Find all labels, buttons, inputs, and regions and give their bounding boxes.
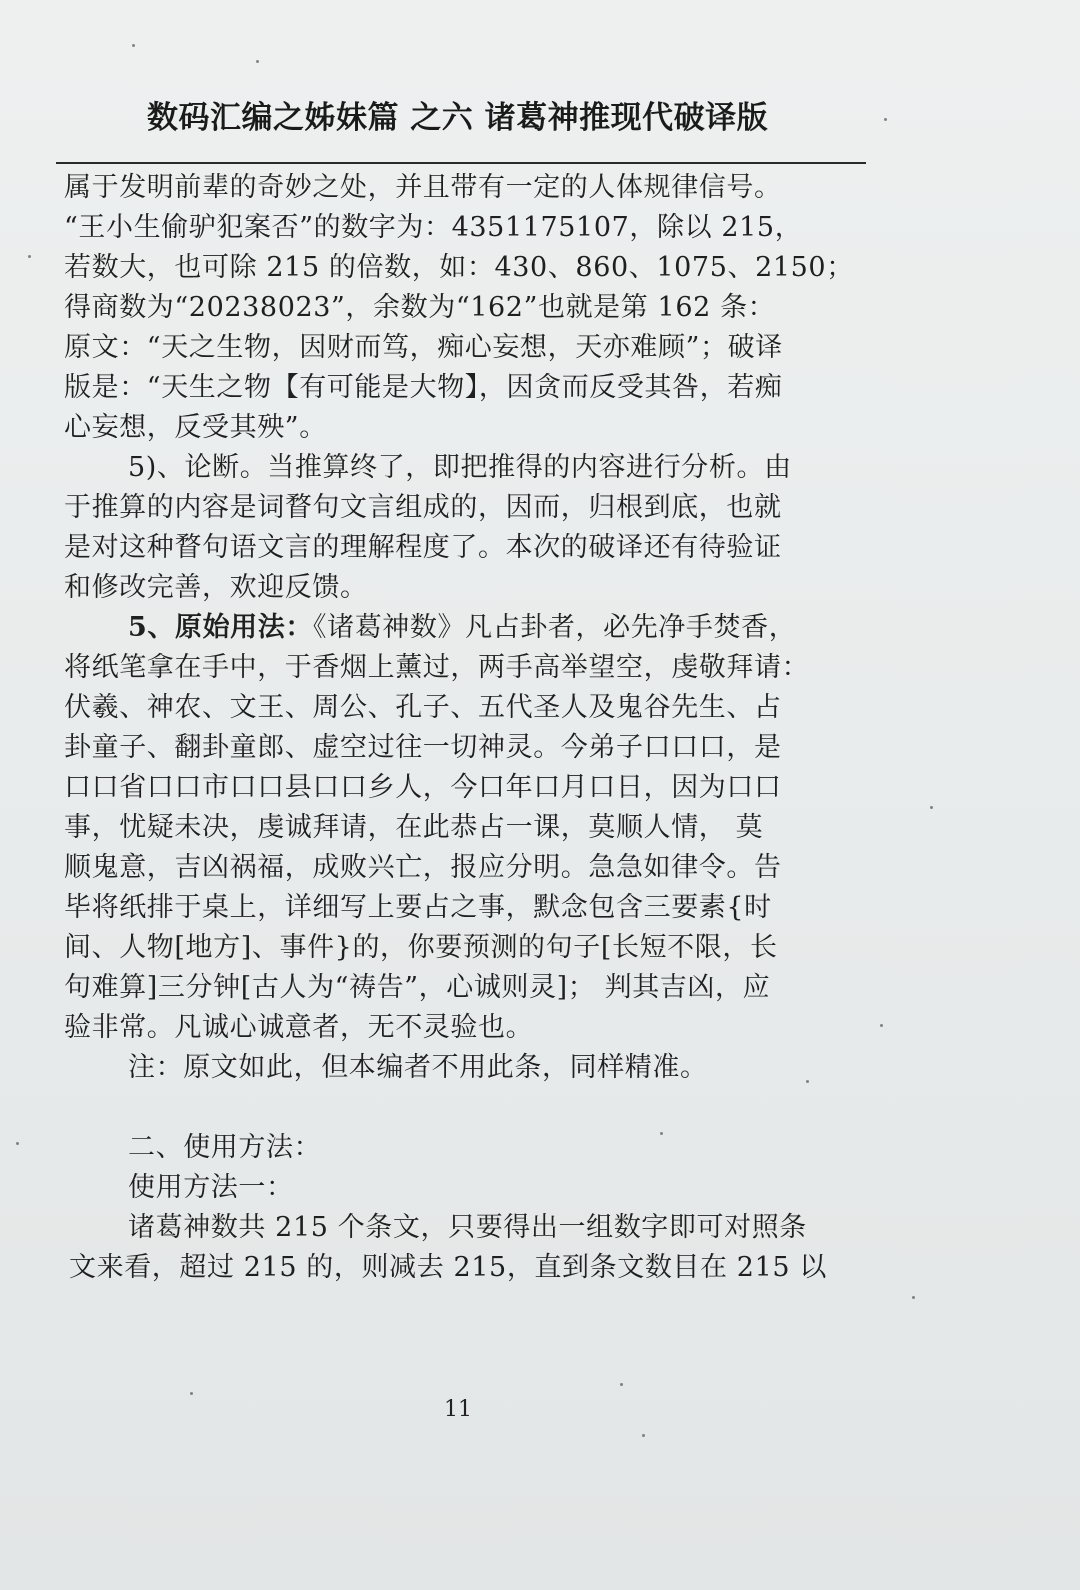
body-line: 诸葛神数共 215 个条文，只要得出一组数字即可对照条 (128, 1212, 807, 1243)
body-line: 将纸笔拿在手中，于香烟上薰过，两手高举望空，虔敬拜请： (64, 652, 810, 683)
body-line: 间、人物[地方]、事件}的，你要预测的句子[长短不限，长 (64, 932, 778, 963)
body-line: 属于发明前辈的奇妙之处，并且带有一定的人体规律信号。 (64, 172, 782, 203)
page-number: 11 (444, 1397, 472, 1422)
note-line: 注：原文如此，但本编者不用此条，同样精准。 (128, 1052, 708, 1083)
body-line: 顺鬼意，吉凶祸福，成败兴亡，报应分明。急急如律令。告 (64, 852, 782, 883)
body-line: 版是：“天生之物【有可能是大物】，因贪而反受其咎，若痴 (64, 372, 783, 403)
body-line: 和修改完善，欢迎反馈。 (64, 572, 368, 603)
body-line: 于推算的内容是词瞀句文言组成的，因而，归根到底，也就 (64, 492, 782, 523)
body-line: “王小生偷驴犯案否”的数字为：4351175107，除以 215， (64, 212, 803, 243)
scan-speck (190, 1392, 193, 1395)
scan-speck (912, 1296, 915, 1299)
body-line: 心妄想，反受其殃”。 (64, 412, 327, 443)
body-line: 是对这种瞀句语文言的理解程度了。本次的破译还有待验证 (64, 532, 782, 563)
section-heading-usage-methods: 二、使用方法： (128, 1132, 322, 1163)
body-line: 句难算]三分钟[古人为“祷告”，心诚则灵]； 判其吉凶，应 (64, 972, 771, 1003)
header-rule-divider (56, 162, 866, 164)
scan-speck (806, 1080, 809, 1083)
body-line: 5)、论断。当推算终了，即把推得的内容进行分析。由 (128, 452, 792, 483)
scan-speck (660, 1132, 663, 1135)
scan-speck (884, 118, 887, 121)
scan-speck (28, 255, 31, 258)
scan-speck (256, 60, 259, 63)
scan-speck (132, 44, 135, 47)
scan-speck (642, 1434, 645, 1437)
body-line: 伏羲、神农、文王、周公、孔子、五代圣人及鬼谷先生、占 (64, 692, 782, 723)
body-line: 验非常。凡诚心诚意者，无不灵验也。 (64, 1012, 534, 1043)
scan-speck (930, 806, 933, 809)
body-line: 毕将纸排于桌上，详细写上要占之事，默念包含三要素{时 (64, 892, 772, 923)
subheading-usage-method-one: 使用方法一： (128, 1172, 294, 1203)
body-line: 原文：“天之生物，因财而笃，痴心妄想，天亦难顾”；破译 (64, 332, 783, 363)
section-heading-line (64, 608, 870, 648)
body-line: 文来看，超过 215 的，则减去 215，直到条文数目在 215 以 (69, 1252, 827, 1283)
scan-speck (16, 1142, 19, 1145)
running-header-title: 数码汇编之姊妹篇 之六 诸葛神推现代破译版 (147, 100, 769, 136)
body-line: 事，忧疑未决，虔诚拜请，在此恭占一课，莫顺人情， 莫 (64, 812, 764, 843)
body-text (64, 168, 870, 1288)
body-line: 口口省口口市口口县口口乡人，今口年口月口日，因为口口 (64, 772, 782, 803)
scan-speck (880, 1024, 883, 1027)
body-line: 得商数为“20238023”，余数为“162”也就是第 162 条： (64, 292, 776, 323)
body-line-text: 《诸葛神数》凡占卦者，必先净手焚香， (313, 612, 797, 643)
section-heading-original-usage: 5、原始用法： (128, 612, 313, 643)
body-line: 若数大，也可除 215 的倍数，如：430、860、1075、2150； (64, 252, 854, 283)
body-line: 卦童子、翻卦童郎、虚空过往一切神灵。今弟子口口口，是 (64, 732, 782, 763)
blank-line (64, 1088, 870, 1128)
scan-speck (620, 1383, 623, 1386)
